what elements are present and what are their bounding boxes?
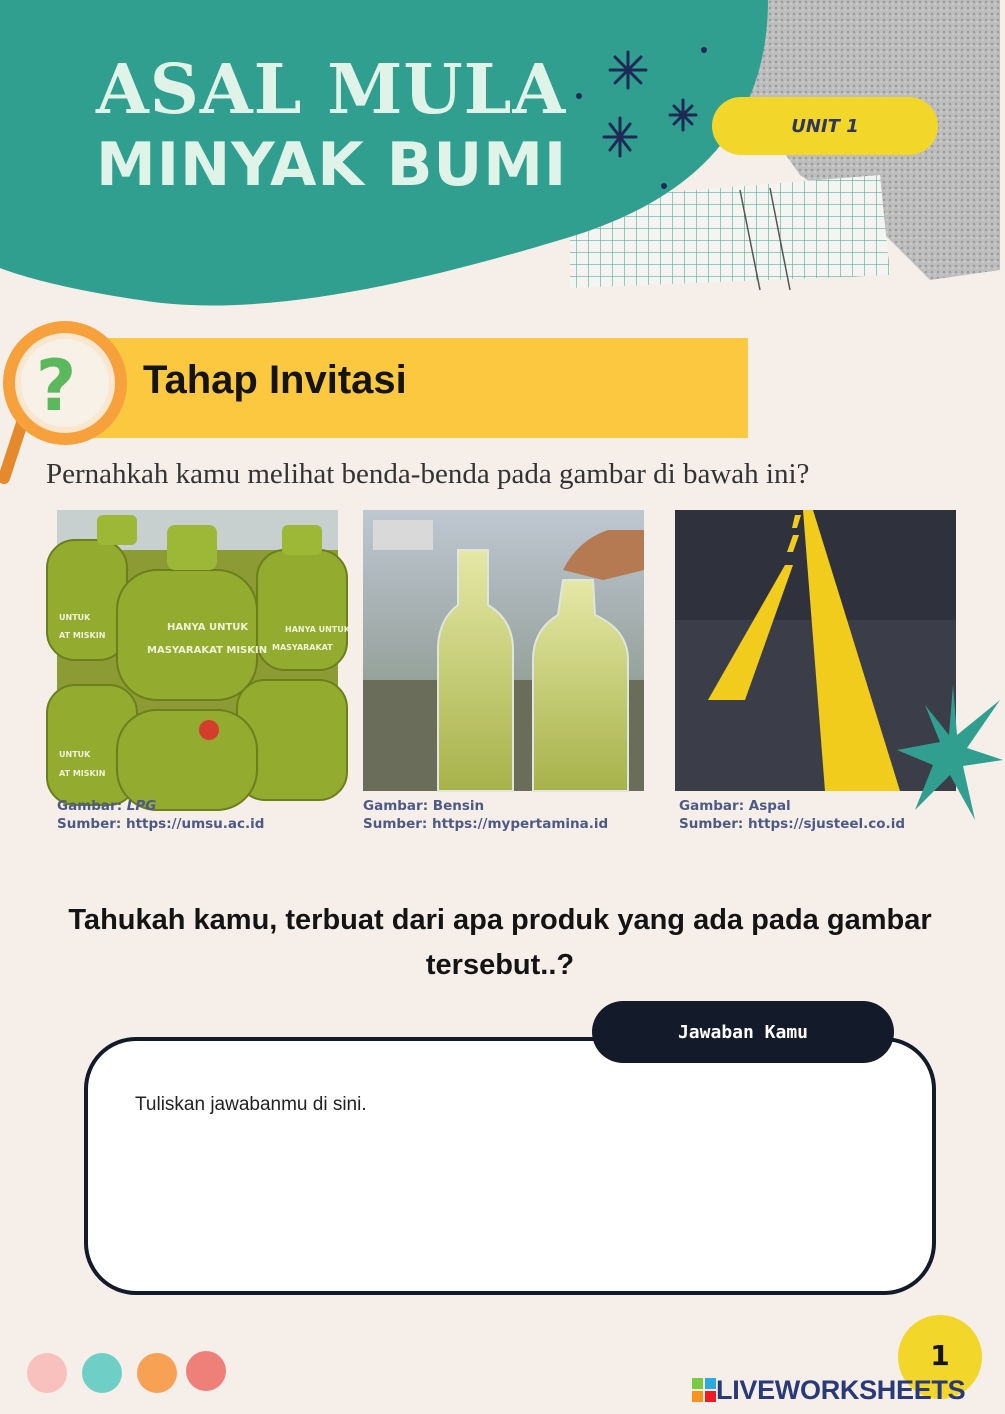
prompt-text: Tahukah kamu, terbuat dari apa produk yang ada pada gambar tersebut..? bbox=[68, 904, 932, 981]
liveworksheets-icon bbox=[692, 1378, 716, 1402]
liveworksheets-logo bbox=[692, 1372, 965, 1408]
decor-dot bbox=[186, 1351, 226, 1391]
page-number: 1 bbox=[898, 1315, 982, 1399]
svg-text:AT MISKIN: AT MISKIN bbox=[59, 769, 106, 778]
brand-text: LIVEWORKSHEETS bbox=[716, 1374, 966, 1405]
svg-text:AT MISKIN: AT MISKIN bbox=[59, 631, 106, 640]
answer-box[interactable] bbox=[84, 1037, 936, 1295]
caption-bensin: Gambar: Bensin Sumber: https://mypertamina.id bbox=[363, 798, 609, 832]
title-line-2: MINYAK BUMI bbox=[96, 130, 568, 200]
decor-dot bbox=[82, 1353, 122, 1393]
question-text: Pernahkah kamu melihat benda-benda pada gambar di bawah ini? bbox=[46, 458, 810, 490]
answer-tab-label: Jawaban Kamu bbox=[592, 1001, 894, 1063]
image-bensin bbox=[363, 510, 644, 791]
svg-text:MASYARAKAT: MASYARAKAT bbox=[272, 643, 333, 652]
title-line-1: ASAL MULA bbox=[96, 50, 567, 130]
svg-text:UNTUK: UNTUK bbox=[59, 613, 91, 622]
image-lpg bbox=[57, 510, 350, 791]
caption-aspal: Gambar: Aspal Sumber: https://sjusteel.co.id bbox=[679, 798, 905, 832]
section-title: Tahap Invitasi bbox=[143, 358, 407, 402]
svg-text:MASYARAKAT MISKIN: MASYARAKAT MISKIN bbox=[147, 645, 268, 656]
svg-text:?: ? bbox=[35, 345, 77, 427]
star-decoration bbox=[895, 680, 1005, 825]
unit-badge: UNIT 1 bbox=[712, 97, 938, 155]
svg-text:UNTUK: UNTUK bbox=[59, 750, 91, 759]
svg-text:HANYA UNTUK: HANYA UNTUK bbox=[285, 625, 350, 634]
caption-lpg: Gambar: LPG Sumber: https://umsu.ac.id bbox=[57, 798, 265, 832]
answer-input[interactable]: Tuliskan jawabanmu di sini. bbox=[135, 1094, 367, 1115]
svg-text:HANYA UNTUK: HANYA UNTUK bbox=[167, 622, 249, 633]
decor-dot bbox=[27, 1353, 67, 1393]
decor-dot bbox=[137, 1353, 177, 1393]
